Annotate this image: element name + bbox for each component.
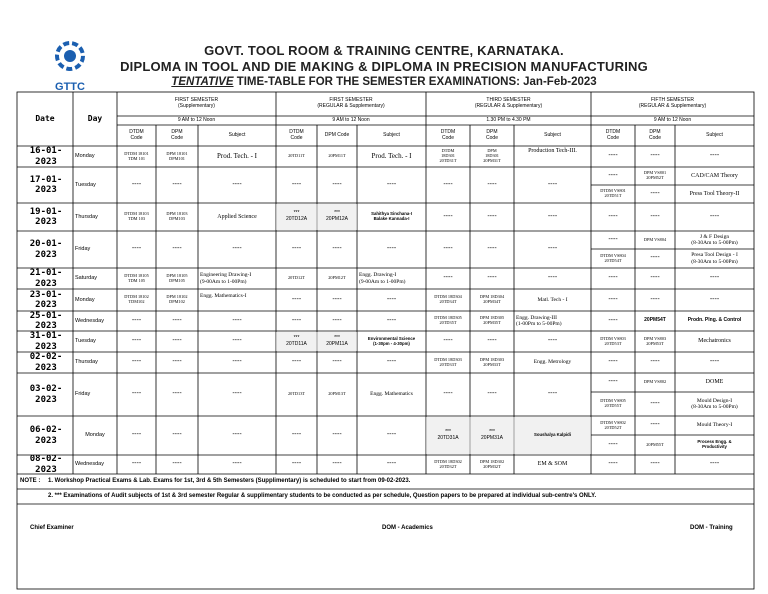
dtdm-code: DTDM 18D305 20TD35T — [434, 315, 462, 325]
subject: Matl. Tech - I — [537, 296, 568, 303]
empty-cell: ---- — [172, 337, 182, 345]
empty-cell: ---- — [487, 245, 497, 253]
empty-cell: ---- — [291, 431, 302, 439]
subject: Soushalya Kalpidi — [533, 432, 571, 438]
empty-cell: ---- — [650, 295, 660, 303]
empty-cell: ---- — [291, 358, 302, 366]
dpm-code: 20PM55T — [646, 441, 664, 447]
empty-cell: ---- — [487, 337, 497, 345]
dpm-code-header: DPM Code — [324, 131, 350, 138]
dtdm-code: DTDM VS804 20TD54T — [600, 252, 626, 263]
empty-cell: ---- — [608, 171, 618, 179]
row-day: Monday — [85, 432, 105, 439]
title-line-1: GOVT. TOOL ROOM & TRAINING CENTRE, KARNATAKA. — [204, 43, 564, 58]
empty-cell: ---- — [547, 337, 558, 345]
subject: Prod. Tech. - I — [216, 152, 257, 161]
empty-cell: ---- — [608, 274, 618, 282]
row-date: 19-01-2023 — [29, 206, 63, 227]
dtdm-code-header: DTDM Code — [129, 128, 144, 141]
note-2: 2. *** Examinations of Audit subjects of 1st & 3rd semester Regular & supplimentary students to be conducted as per schedule, Question papers to be prepared at individual sub-centre's ONLY. — [48, 493, 597, 499]
empty-cell: ---- — [443, 245, 453, 253]
empty-cell: ---- — [709, 358, 720, 366]
empty-cell: ---- — [650, 274, 660, 282]
empty-cell: ---- — [487, 390, 497, 398]
dtdm-code: DTDM 18D302 20TD32T — [434, 458, 462, 469]
dpm-code: DPM 18101 DPM101 — [166, 150, 188, 161]
dtdm-code: DTDM 18D301 20TD31T — [439, 148, 457, 163]
dpm-code: 20PM11T — [328, 153, 346, 159]
empty-cell: ---- — [172, 358, 182, 366]
dtdm-code: DTDM VS805 20TD55T — [600, 398, 626, 408]
subject: Process Engg. & Productivity — [697, 439, 732, 449]
time-sem1-supp: 9 AM to 12 Noon — [177, 116, 216, 123]
empty-cell: ---- — [650, 152, 660, 160]
row-date: 17-01-2023 — [29, 174, 63, 195]
empty-cell: ---- — [332, 358, 342, 366]
empty-cell: ---- — [332, 316, 342, 324]
subject: Engg. Metrology — [533, 359, 572, 366]
empty-cell: ---- — [709, 295, 720, 303]
empty-cell: ---- — [332, 245, 342, 253]
empty-cell: ---- — [443, 274, 453, 282]
subject-header: Subject — [544, 131, 561, 138]
dpm-code: DPM 18105 DPM105 — [166, 272, 188, 283]
empty-cell: ---- — [386, 295, 397, 303]
row-day: Saturday — [75, 275, 98, 282]
empty-cell: ---- — [386, 431, 397, 439]
dpm-code: *** 20PM12A — [326, 210, 348, 222]
dpm-code: DPM VS804 — [643, 236, 667, 242]
subject: Presa Tool Design - I (8-30Am to 5-00Pm) — [691, 252, 738, 265]
dtdm-code: DTDM 18101 TDM 101 — [124, 150, 149, 161]
dpm-code: DPM 18D305 20PM35T — [479, 315, 505, 325]
dpm-code: 20PM13T — [328, 391, 346, 397]
dpm-code: *** 20PM11A — [326, 334, 348, 347]
empty-cell: ---- — [547, 245, 558, 253]
empty-cell: ---- — [172, 460, 182, 468]
time-sem5: 9 AM to 12 Noon — [653, 116, 692, 123]
row-day: Wednesday — [75, 461, 104, 468]
row-day: Thursday — [75, 213, 98, 220]
subject: Prod. Tech. - I — [371, 152, 412, 161]
dpm-code: *** 20PM31A — [481, 428, 503, 441]
row-day: Wednesday — [75, 317, 104, 324]
dpm-code: 20PM12T — [328, 275, 346, 281]
empty-cell: ---- — [291, 245, 302, 253]
empty-cell: ---- — [232, 245, 242, 253]
row-day: Friday — [75, 391, 91, 398]
row-date: 06-02-2023 — [29, 425, 63, 446]
row-date: 02-02-2023 — [29, 352, 63, 373]
col-date: Date — [35, 114, 55, 124]
svg-text:GTTC: GTTC — [55, 81, 85, 93]
empty-cell: ---- — [332, 460, 342, 468]
dpm-code-header: DPM Code — [171, 128, 183, 141]
empty-cell: ---- — [232, 337, 242, 345]
empty-cell: ---- — [443, 337, 453, 345]
empty-cell: ---- — [487, 212, 497, 220]
dpm-code: DPM VS803 20PM53T — [643, 335, 667, 346]
row-date: 20-01-2023 — [29, 239, 63, 260]
subject: Production Tech-III. — [528, 147, 577, 154]
dpm-code: DPM 18D303 20PM33T — [479, 356, 505, 367]
title-line-3-text: TIME-TABLE FOR THE SEMESTER EXAMINATIONS: Jan-Feb-2023 — [233, 76, 597, 88]
empty-cell: ---- — [232, 460, 242, 468]
dtdm-code: *** 20TD31A — [437, 428, 459, 441]
empty-cell: ---- — [650, 254, 660, 262]
empty-cell: ---- — [650, 189, 660, 197]
empty-cell: ---- — [386, 358, 397, 366]
dpm-code-header: DPM Code — [486, 128, 498, 141]
dpm-code-header: DPM Code — [649, 128, 661, 141]
empty-cell: ---- — [291, 460, 302, 468]
dtdm-code: DTDM 18D303 20TD33T — [434, 356, 462, 367]
empty-cell: ---- — [386, 460, 397, 468]
sem1-supp-header: FIRST SEMESTER (Supplementary) — [174, 97, 219, 109]
subject-header: Subject — [383, 131, 400, 138]
empty-cell: ---- — [709, 274, 720, 282]
empty-cell: ---- — [608, 235, 618, 243]
subject-header: Subject — [706, 131, 723, 138]
subject: Engg. Drawing-III (1-00Pm to 5-00Pm) — [516, 314, 562, 327]
sem5-header: FIFTH SEMESTER (REGULAR & Supplementary) — [638, 97, 707, 109]
empty-cell: ---- — [232, 390, 242, 398]
empty-cell: ---- — [386, 180, 397, 188]
dom-academics-signature: DOM - Academics — [382, 525, 433, 531]
empty-cell: ---- — [650, 399, 660, 407]
empty-cell: ---- — [650, 358, 660, 366]
empty-cell: ---- — [332, 295, 342, 303]
empty-cell: ---- — [131, 358, 142, 366]
dpm-code: DPM 18D302 20PM32T — [479, 458, 505, 469]
dtdm-code: DTDM VS801 20TD51T — [600, 188, 626, 198]
empty-cell: ---- — [232, 358, 242, 366]
row-day: Monday — [75, 296, 95, 303]
subject: Sahithya Sinchana-I Balake Kannada-I — [371, 211, 412, 221]
empty-cell: ---- — [443, 180, 453, 188]
empty-cell: ---- — [332, 431, 342, 439]
dpm-code: DPM 18D301 20PM31T — [483, 148, 501, 163]
empty-cell: ---- — [172, 431, 182, 439]
empty-cell: ---- — [608, 358, 618, 366]
empty-cell: ---- — [131, 431, 142, 439]
empty-cell: ---- — [172, 390, 182, 398]
empty-cell: ---- — [547, 180, 558, 188]
dtdm-code: *** 20TD11A — [286, 334, 307, 347]
empty-cell: ---- — [291, 180, 302, 188]
chief-examiner-signature: Chief Examiner — [30, 525, 74, 531]
dtdm-code-header: DTDM Code — [605, 128, 621, 141]
empty-cell: ---- — [608, 378, 618, 386]
empty-cell: ---- — [487, 180, 497, 188]
row-date: 08-02-2023 — [29, 455, 63, 474]
empty-cell: ---- — [547, 274, 558, 282]
empty-cell: ---- — [547, 390, 558, 398]
subject: Environmental Science (1-30pm - 4-30pm) — [367, 335, 416, 346]
dtdm-code: DTDM 18102 TDM102 — [124, 294, 149, 304]
empty-cell: ---- — [608, 295, 618, 303]
row-date: 25-01-2023 — [29, 311, 63, 331]
dtdm-code: DTDM VS803 20TD53T — [600, 335, 626, 346]
dtdm-code: DTDM 18103 TDM 103 — [124, 211, 149, 221]
row-date: 16-01-2023 — [29, 146, 63, 167]
dtdm-code-header: DTDM Code — [440, 128, 456, 141]
dpm-code: DPM 18D304 20PM34T — [479, 294, 505, 304]
empty-cell: ---- — [131, 337, 142, 345]
dtdm-code: DTDM VS802 20TD52T — [600, 419, 626, 430]
subject: Engg. Mathematics-I — [200, 292, 247, 299]
empty-cell: ---- — [608, 152, 618, 160]
empty-cell: ---- — [608, 440, 618, 448]
empty-cell: ---- — [547, 212, 558, 220]
empty-cell: ---- — [232, 431, 242, 439]
empty-cell: ---- — [386, 245, 397, 253]
dtdm-code: 20TD13T — [288, 391, 305, 397]
row-date: 21-01-2023 — [29, 268, 63, 289]
dtdm-code: *** 20TD12A — [285, 210, 308, 222]
empty-cell: ---- — [131, 460, 142, 468]
empty-cell: ---- — [650, 460, 660, 468]
empty-cell: ---- — [131, 245, 142, 253]
subject: Engg. Drawing-I (9-00Am to 1-00Pm) — [359, 272, 406, 285]
dtdm-code: DTDM 18105 TDM 105 — [124, 272, 149, 283]
subject: Mechatronics — [698, 338, 731, 345]
sem1-reg-header: FIRST SEMESTER (REGULAR & Supplementary) — [317, 97, 385, 109]
row-day: Tuesday — [75, 338, 96, 345]
empty-cell: ---- — [291, 295, 302, 303]
row-date: 23-01-2023 — [29, 289, 63, 310]
empty-cell: ---- — [131, 390, 142, 398]
empty-cell: ---- — [443, 212, 453, 220]
dtdm-code-header: DTDM Code — [289, 128, 304, 141]
subject: Engineering Drawing-I (9-00Am to 1-00Pm) — [200, 272, 252, 285]
empty-cell: ---- — [709, 152, 720, 160]
empty-cell: ---- — [172, 180, 182, 188]
empty-cell: ---- — [131, 180, 142, 188]
dtdm-code: 20TD11T — [288, 153, 305, 159]
time-sem1-reg: 9 AM to 12 Noon — [332, 116, 370, 123]
note-1: 1. Workshop Practical Exams & Lab. Exams for 1st, 3rd & 5th Semesters (Supplimentary) is scheduled to start from 09-02-2023. — [48, 478, 411, 484]
subject: DOME — [705, 379, 724, 386]
time-sem3: 1.30 PM to 4.30 PM — [486, 116, 531, 123]
dpm-code: DPM VS801 20PM52T — [643, 170, 667, 180]
dpm-code: 20PM54T — [644, 317, 666, 324]
title-line-2: DIPLOMA IN TOOL AND DIE MAKING & DIPLOMA IN PRECISION MANUFACTURING — [120, 59, 648, 74]
sem3-header: THIRD SEMESTER (REGULAR & Supplementary) — [474, 97, 543, 109]
subject: J & F Design (8-30Am to 5-00Pm) — [691, 233, 738, 246]
subject: Applied Science — [217, 213, 257, 220]
row-date: 03-02-2023 — [29, 384, 63, 405]
row-day: Thursday — [75, 359, 98, 366]
subject: Engg. Mathematics — [370, 391, 413, 398]
empty-cell: ---- — [386, 316, 397, 324]
subject-header: Subject — [228, 131, 246, 138]
empty-cell: ---- — [131, 316, 142, 324]
empty-cell: ---- — [608, 212, 618, 220]
subject: CAD/CAM Theory — [691, 172, 738, 179]
row-day: Tuesday — [75, 181, 96, 188]
empty-cell: ---- — [172, 316, 182, 324]
dpm-code: DPM 18102 DPM102 — [166, 294, 188, 304]
subject: Mould Theory-I — [696, 422, 733, 429]
empty-cell: ---- — [650, 421, 660, 429]
empty-cell: ---- — [172, 245, 182, 253]
subject: EM & SOM — [537, 461, 568, 468]
empty-cell: ---- — [232, 316, 242, 324]
empty-cell: ---- — [332, 180, 342, 188]
dpm-code: DPM VS802 — [643, 379, 667, 385]
empty-cell: ---- — [443, 390, 453, 398]
subject: Prodn. Plng. & Control — [687, 317, 742, 324]
empty-cell: ---- — [291, 316, 302, 324]
empty-cell: ---- — [487, 274, 497, 282]
dtdm-code: 20TD12T — [288, 275, 305, 281]
subject: Mould Design-I (8-30Am to 5-00Pm) — [691, 397, 738, 410]
row-day: Friday — [75, 246, 91, 253]
dtdm-code: DTDM 18D304 20TD34T — [434, 294, 462, 304]
tentative-label: TENTATIVE — [171, 76, 234, 88]
note-label: NOTE : — [20, 478, 41, 484]
empty-cell: ---- — [650, 212, 660, 220]
subject: Press Tool Theory-II — [689, 190, 740, 197]
dpm-code: DPM 18103 DPM103 — [166, 211, 188, 221]
row-day: Monday — [75, 153, 95, 160]
dom-training-signature: DOM - Training — [690, 525, 733, 531]
empty-cell: ---- — [709, 460, 720, 468]
empty-cell: ---- — [232, 180, 242, 188]
empty-cell: ---- — [608, 316, 618, 324]
col-day: Day — [87, 114, 103, 124]
empty-cell: ---- — [709, 212, 720, 220]
empty-cell: ---- — [608, 460, 618, 468]
row-date: 31-01-2023 — [29, 331, 63, 352]
